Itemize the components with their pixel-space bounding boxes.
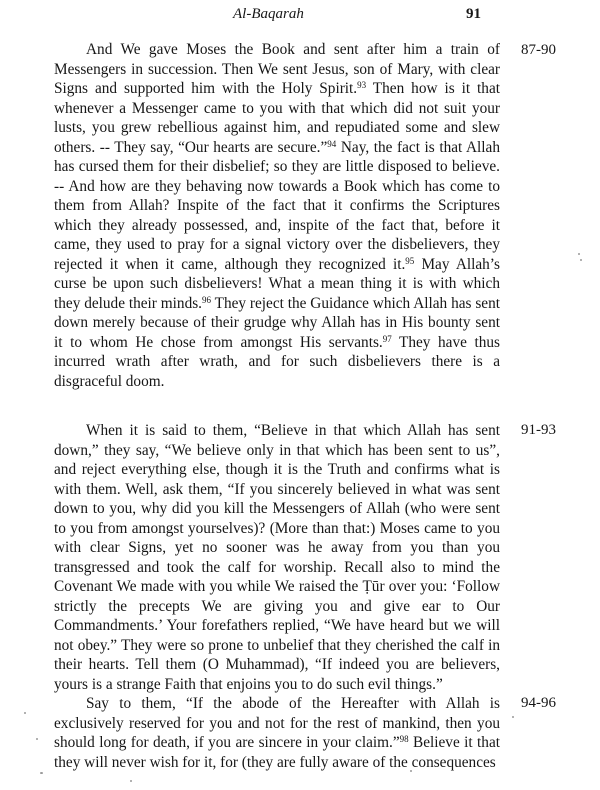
text-segment: Say to them, “If the abode of the Hereafter with Allah is exclusively reserved for you and not for the rest of mankind, then you should long for death, if you are sincere in your claim.” bbox=[54, 695, 500, 751]
text-segment: Believe it that they will never wish for it, for (they are fully aware of the consequences bbox=[54, 734, 500, 771]
verse-range-marker: 94-96 bbox=[521, 695, 556, 711]
footnote-ref-96[interactable]: 96 bbox=[202, 294, 211, 305]
text-segment: Nay, the fact is that Allah has cursed them for their disbelief; so they are little disposed to believe. -- And how are they behaving now towards a Book which has come to them from Allah? Inspite of the fact that it confirms the Scriptures which they already possessed, and, inspite of the fact that, before it came, they used to pray for a signal victory over the disbelievers, they rejected it when it came, although they recognized it. bbox=[54, 138, 500, 273]
scan-speck bbox=[512, 716, 514, 718]
footnote-ref-98[interactable]: 98 bbox=[399, 734, 409, 744]
scan-speck bbox=[130, 780, 132, 782]
text-segment: May Allah’s curse be upon such disbelievers! What a mean thing it is with which they delude their minds. bbox=[54, 255, 501, 312]
scan-speck bbox=[40, 772, 43, 774]
running-title: Al-Baqarah bbox=[233, 6, 304, 22]
paragraph-verses-91-93: When it is said to them, “Believe in that which Allah has sent down,” they say, “We believe only in that which has been sent to us”, and reject everything else, though it is the Truth and confirms what is with them. Well, ask them, “If you sincerely believed in what was sent down to you, why did you kill the Messengers of Allah (who were sent to you from amongst yourselves)? (More than that:) Moses came to you with clear Signs, yet no sooner was he away from you than you transgressed and took the calf for worship. Recall also to mind the Covenant We made with you while We raised the Ṭūr over you: ‘Follow strictly the precepts We are giving you and give ear to Our Commandments.’ Your forefathers replied, “We have heard but we will not obey.” They were so prone to unbelief that they cherished the calf in their hearts. Tell them (O Muhammad), “If indeed you are believers, yours is a strange Faith that enjoins you to do such evil things.” bbox=[54, 422, 500, 693]
scan-speck bbox=[578, 253, 580, 255]
paragraph-verses-87-90 bbox=[54, 40, 500, 391]
scan-speck bbox=[580, 259, 582, 261]
footnote-ref-97[interactable]: 97 bbox=[382, 333, 392, 344]
text-segment: Then how is it that whenever a Messenger came to you with that which did not suit your lusts, you grew rebellious against him, and repudiated some and slew others. -- They say, “Our hearts are secure.” bbox=[54, 80, 500, 156]
verse-range-marker: 87-90 bbox=[521, 42, 556, 58]
scan-speck bbox=[24, 712, 26, 714]
verse-range-marker: 91-93 bbox=[521, 422, 556, 438]
page-header bbox=[0, 6, 600, 28]
page-number: 91 bbox=[466, 6, 481, 22]
text-segment: They have thus incurred wrath after wrath, and for such disbelievers there is a disgraceful doom. bbox=[54, 333, 500, 390]
footnote-ref-95[interactable]: 95 bbox=[405, 255, 415, 266]
scan-speck bbox=[410, 770, 412, 772]
text-segment: They reject the Guidance which Allah has sent down merely because of their grudge why Allah has in His bounty sent it to whom He chose from amongst His servants. bbox=[54, 294, 500, 351]
footnote-ref-93[interactable]: 93 bbox=[357, 80, 367, 90]
text-segment: And We gave Moses the Book and sent after him a train of Messengers in succession. Then We sent Jesus, son of Mary, with clear Signs and supported him with the Holy Spirit. bbox=[54, 41, 500, 97]
scan-speck bbox=[36, 738, 38, 740]
footnote-ref-94[interactable]: 94 bbox=[327, 138, 337, 149]
paragraph-verses-94-96 bbox=[54, 694, 500, 772]
